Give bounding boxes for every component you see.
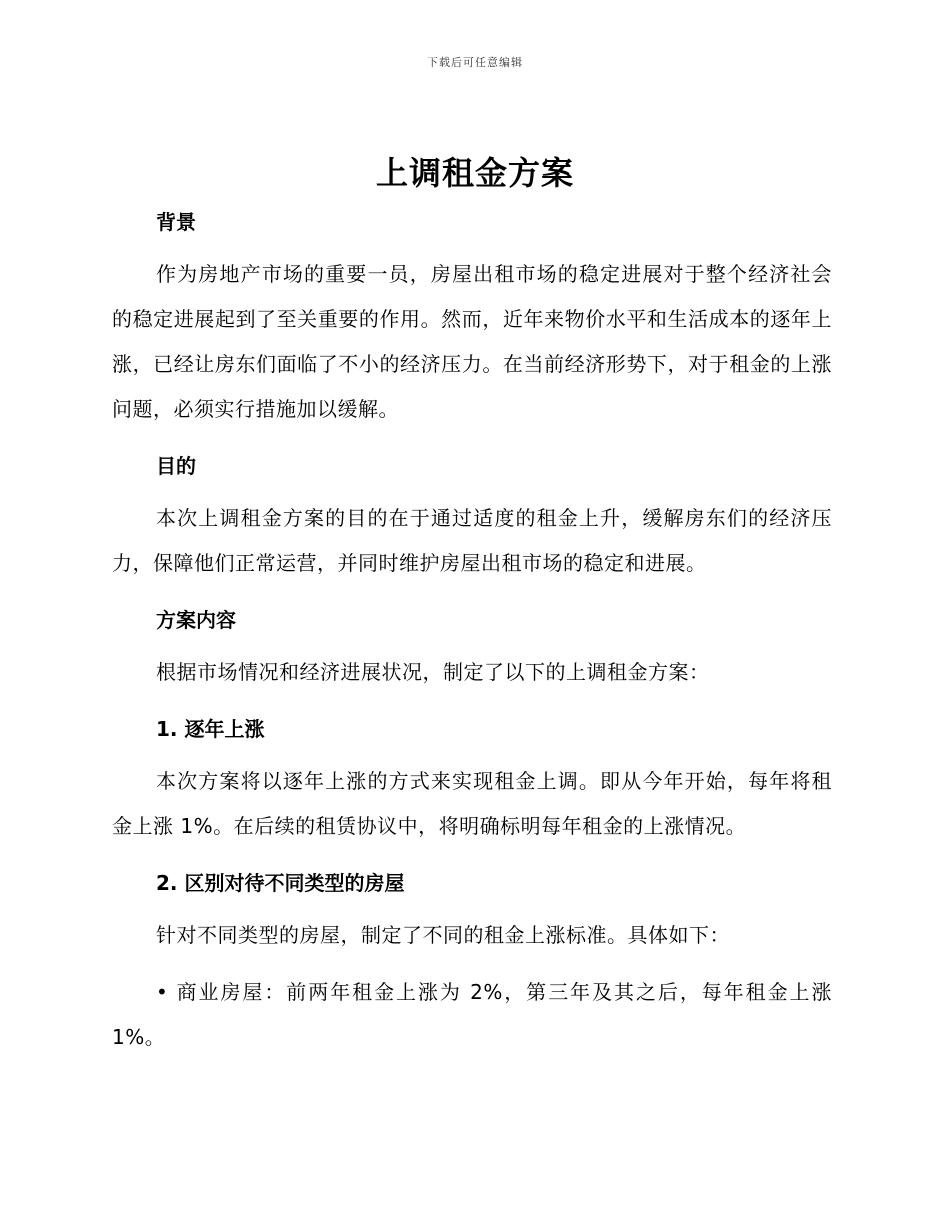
paragraph-item2-intro: 针对不同类型的房屋，制定了不同的租金上涨标准。具体如下： (156, 923, 730, 947)
page-title: 上调租金方案 (375, 154, 574, 192)
paragraph-plan-intro: 根据市场情况和经济进展状况，制定了以下的上调租金方案： (156, 660, 710, 684)
paragraph-purpose: 本次上调租金方案的目的在于通过适度的租金上升，缓解房东们的经济压力，保障他们正常运营，并同时维护房屋出租市场的稳定和进展。 (112, 506, 832, 575)
header-note: 下载后可任意编辑 (427, 56, 523, 69)
section-heading-purpose: 目的 (156, 454, 196, 478)
section-heading-item2: 2. 区别对待不同类型的房屋 (156, 871, 405, 895)
bullet-commercial-housing: • 商业房屋：前两年租金上涨为 2%，第三年及其之后，每年租金上涨 1%。 (112, 980, 832, 1049)
section-heading-background: 背景 (156, 210, 196, 234)
section-heading-plan: 方案内容 (156, 608, 236, 632)
section-heading-item1: 1. 逐年上涨 (156, 717, 265, 741)
paragraph-item1: 本次方案将以逐年上涨的方式来实现租金上调。即从今年开始，每年将租金上涨 1%。在后续的租赁协议中，将明确标明每年租金的上涨情况。 (112, 769, 832, 838)
document-body (112, 204, 832, 1060)
paragraph-background: 作为房地产市场的重要一员，房屋出租市场的稳定进展对于整个经济社会的稳定进展起到了至关重要的作用。然而，近年来物价水平和生活成本的逐年上涨，已经让房东们面临了不小的经济压力。在当前经济形势下，对于租金的上涨问题，必须实行措施加以缓解。 (112, 262, 832, 421)
